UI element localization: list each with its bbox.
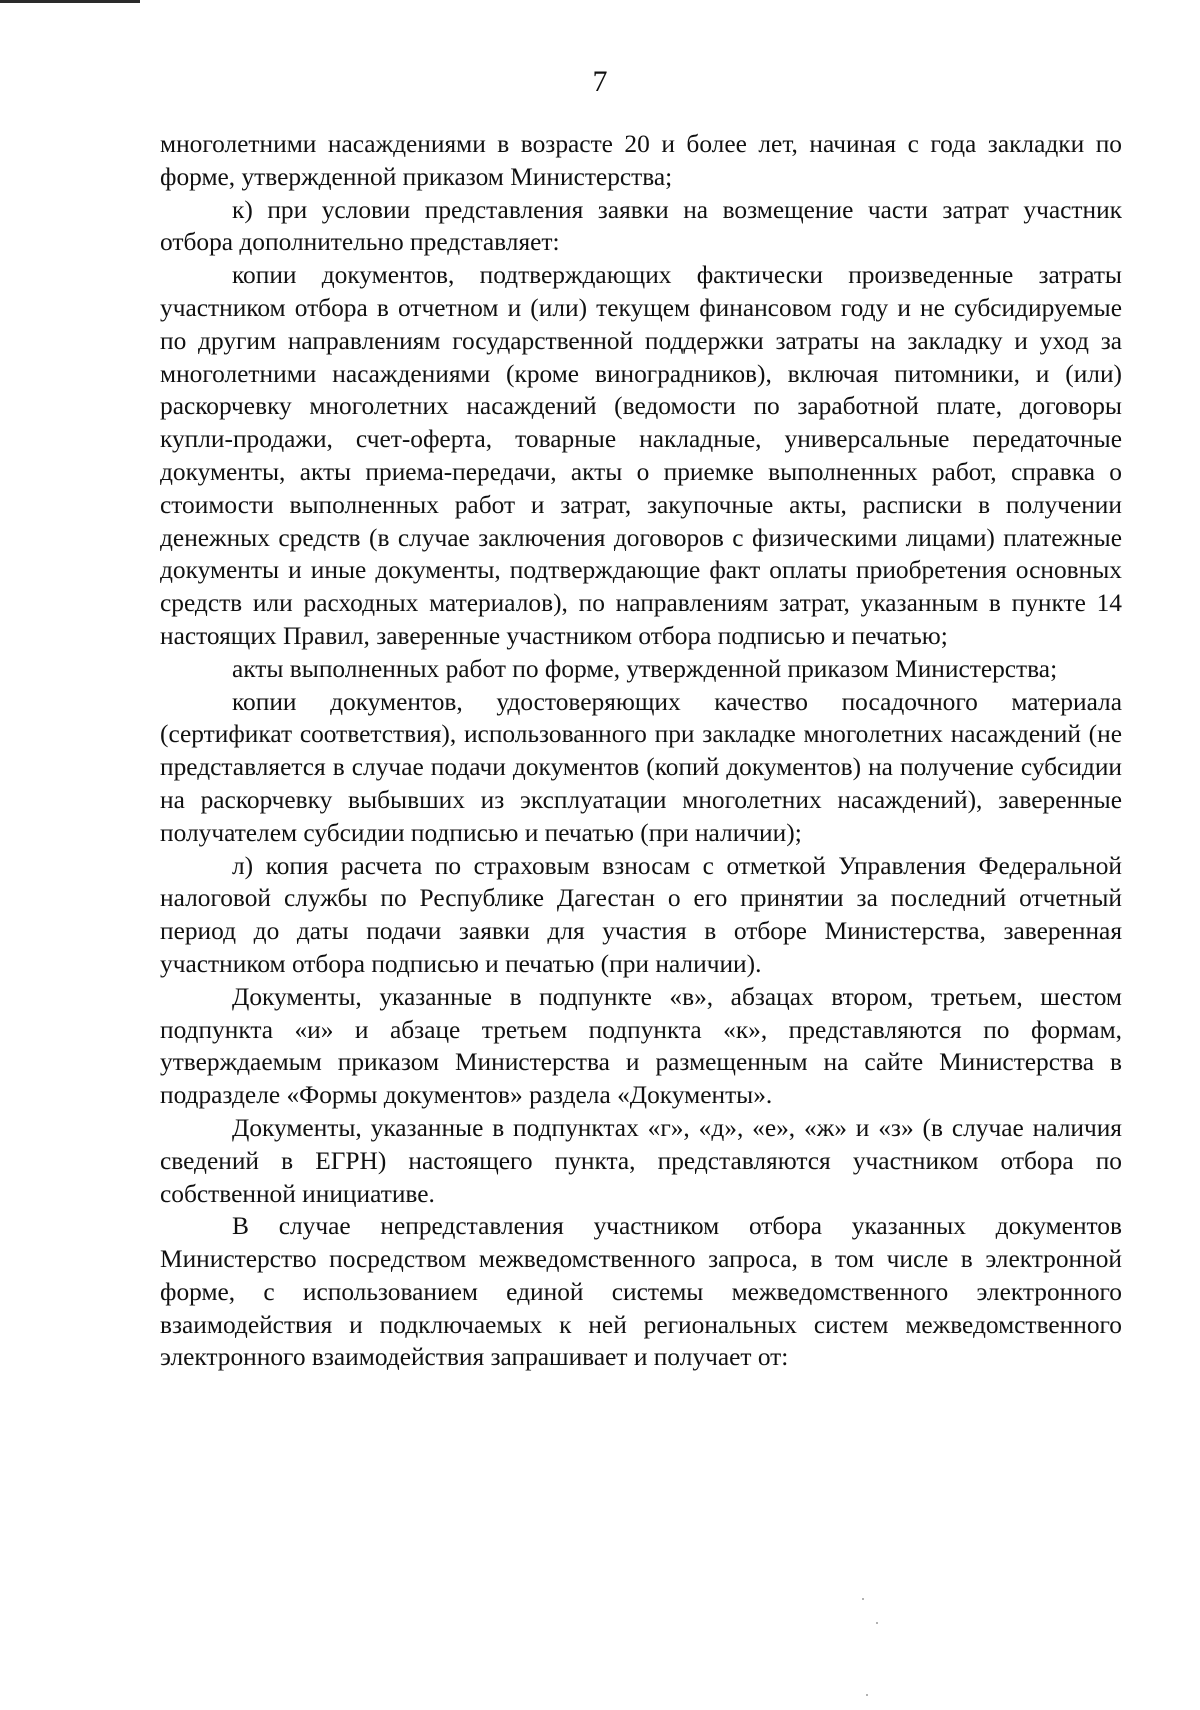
scan-speck bbox=[862, 1598, 864, 1600]
page-number: 7 bbox=[592, 65, 608, 98]
paragraph-continuation: многолетними насаждениями в возрасте 20 и более лет, начиная с года закладки по форме, утвержденной приказом Министерства; bbox=[160, 130, 1122, 191]
paragraph-l: л) копия расчета по страховым взносам с отметкой Управления Федеральной налоговой службы по Республике Дагестан о его принятии за последний отчетный период до даты подачи заявки для участия в отборе Министерства, заверенная участником отбора подписью и печатью (при наличии). bbox=[160, 851, 1122, 978]
paragraph-work-acts: акты выполненных работ по форме, утвержденной приказом Министерства; bbox=[232, 654, 1058, 683]
paragraph-own-initiative: Документы, указанные в подпунктах «г», «д», «е», «ж» и «з» (в случае наличия сведений в ЕГРН) настоящего пункта, представляются участником отбора по собственной инициативе. bbox=[160, 1113, 1122, 1208]
scan-speck bbox=[876, 1622, 878, 1624]
document-body bbox=[160, 128, 1122, 1374]
paragraph-k: к) при условии представления заявки на возмещение части затрат участник отбора дополнительно представляет: bbox=[160, 195, 1122, 257]
paragraph-expense-documents: копии документов, подтверждающих фактически произведенные затраты участником отбора в отчетном и (или) текущем финансовом году и не субсидируемые по другим направлениям государственной поддержки затраты на закладку и уход за многолетними насаждениями (кроме виноградников), включая питомники, и (или) раскорчевку многолетних насаждений (ведомости по заработной плате, договоры купли-продажи, счет-оферта, товарные накладные, универсальные передаточные документы, акты приема-передачи, акты о приемке выполненных работ, справка о стоимости выполненных работ и затрат, закупочные акты, расписки в получении денежных средств (в случае заключения договоров с физическими лицами) платежные документы и иные документы, подтверждающие факт оплаты приобретения основных средств или расходных материалов), по направлениям затрат, указанным в пункте 14 настоящих Правил, заверенные участником отбора подписью и печатью; bbox=[160, 261, 1122, 650]
paragraph-interagency-request: В случае непредставления участником отбора указанных документов Министерство посредством межведомственного запроса, в том числе в электронной форме, с использованием единой системы межведомственного электронного взаимодействия и подключаемых к ней региональных систем межведомственного электронного взаимодействия запрашивает и получает от: bbox=[160, 1212, 1122, 1372]
scan-edge-mark bbox=[0, 0, 140, 3]
scan-speck bbox=[866, 1694, 868, 1696]
paragraph-quality-documents: копии документов, удостоверяющих качество посадочного материала (сертификат соответствия), использованного при закладке многолетних насаждений (не представляется в случае подачи документов (копий документов) на получение субсидии на раскорчевку выбывших из эксплуатации многолетних насаждений), заверенные получателем субсидии подписью и печатью (при наличии); bbox=[160, 687, 1122, 847]
paragraph-forms: Документы, указанные в подпункте «в», абзацах втором, третьем, шестом подпункта «и» и абзаце третьем подпункта «к», представляются по формам, утверждаемым приказом Министерства и размещенным на сайте Министерства в подразделе «Формы документов» раздела «Документы». bbox=[160, 982, 1122, 1110]
